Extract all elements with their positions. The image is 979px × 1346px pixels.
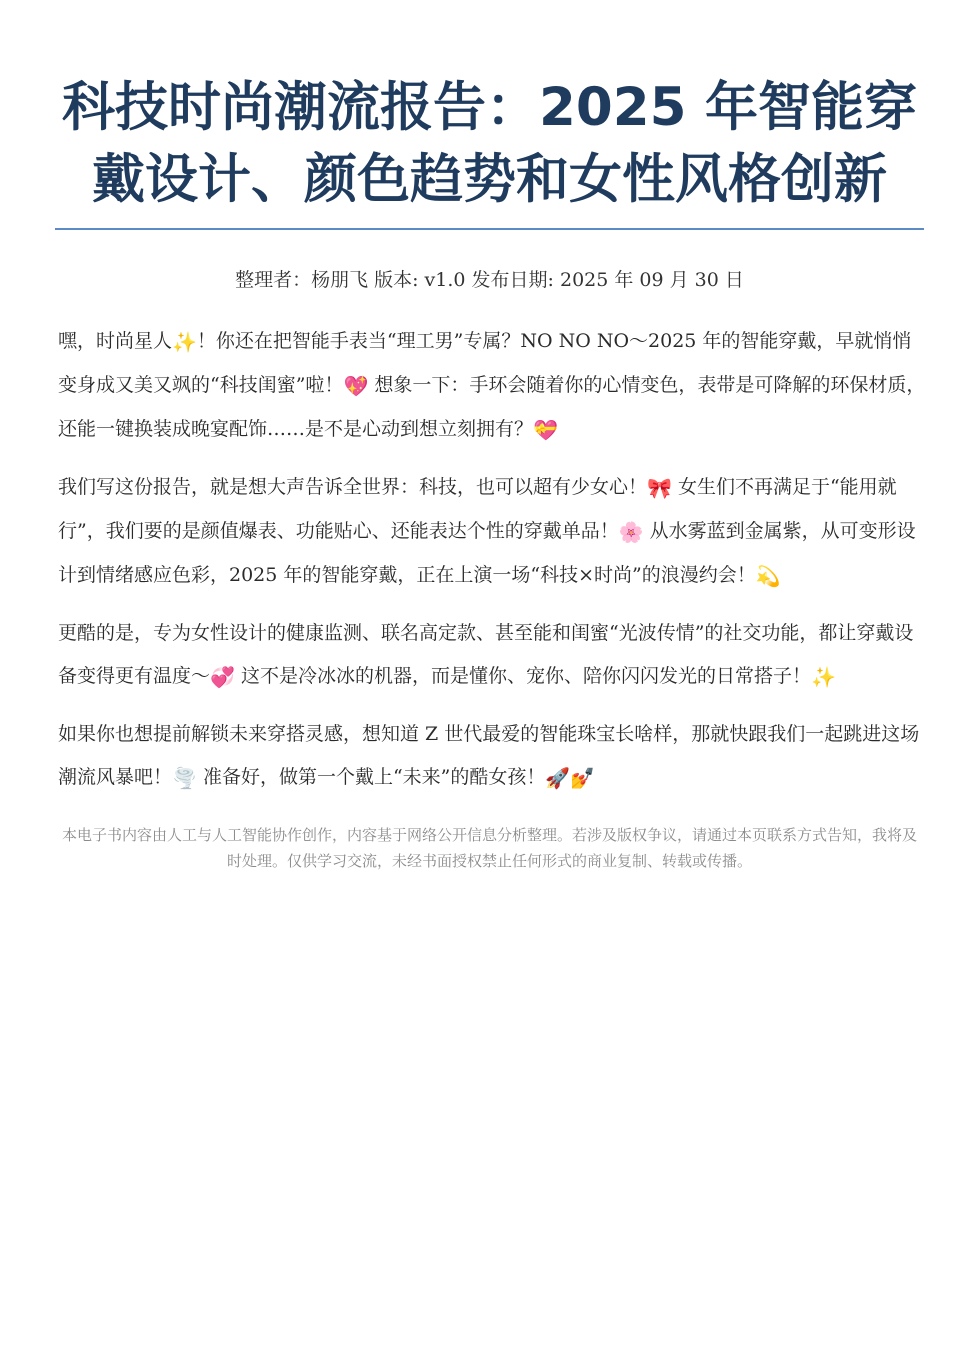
paragraph-text: 更酷的是，专为女性设计的健康监测、联名高定款、甚至能和闺蜜“光波传情”的社交功能，都让穿戴设备变得更有温度～	[58, 622, 914, 687]
cherry-blossom-icon: 🌸	[618, 520, 644, 544]
paragraph-text: 女生们不再满足于“能用就行”，我们要的是颜值爆表、功能贴心、还能表达个性的穿戴单品！	[58, 476, 897, 542]
paragraph-text: 我们写这份报告，就是想大声告诉全世界：科技，也可以超有少女心！	[58, 476, 648, 498]
paragraph-text: ！你还在把智能手表当“理工男”专属？NO NO NO～2025 年的智能穿戴，早就悄悄变身成又美又飒的“科技闺蜜”啦！	[58, 330, 912, 396]
tornado-icon: 🌪️	[172, 766, 197, 790]
sparkles-icon: ✨	[810, 665, 836, 689]
sparkling-heart-icon: 💖	[343, 374, 369, 398]
document-title: 科技时尚潮流报告：2025 年智能穿戴设计、颜色趋势和女性风格创新	[62, 77, 917, 210]
ribbon-bow-icon: 🎀	[647, 476, 672, 500]
paragraph-mission	[58, 466, 929, 598]
paragraph-text: 从水雾蓝到金属紫，从可变形设计到情绪感应色彩，2025 年的智能穿戴，正在上演一场“科技×时尚”的浪漫约会！	[58, 520, 916, 586]
sparkles-icon: ✨	[172, 330, 197, 354]
heart-ribbon-icon: 💝	[533, 418, 558, 442]
paragraph-text: 想象一下：手环会随着你的心情变色，表带是可降解的环保材质，还能一键换装成晚宴配饰……是不是心动到想立刻拥有？	[58, 374, 926, 440]
dizzy-star-icon: 💫	[755, 564, 781, 588]
document-meta: 整理者：杨朋飞 版本: v1.0 发布日期: 2025 年 09 月 30 日	[235, 269, 744, 291]
paragraph-intro	[58, 320, 929, 452]
paragraph-text: 如果你也想提前解锁未来穿搭灵感，想知道 Z 世代最爱的智能珠宝长啥样，那就快跟我们一起跳进这场潮流风暴吧！	[58, 723, 920, 788]
paragraph-text: 嘿，时尚星人	[58, 330, 173, 352]
pencil-icon: 💅	[570, 766, 596, 790]
paragraph-invitation	[58, 713, 929, 800]
document-body	[0, 320, 979, 800]
revolving-hearts-icon: 💞	[210, 665, 235, 689]
copyright-notice: 本电子书内容由人工与人工智能协作创作，内容基于网络公开信息分析整理。若涉及版权争议，请通过本页联系方式告知，我将及时处理。仅供学习交流，未经书面授权禁止任何形式的商业复制、转载或传播。	[61, 826, 917, 870]
paragraph-text: 这不是冷冰冰的机器，而是懂你、宠你、陪你闪闪发光的日常搭子！	[234, 665, 811, 687]
paragraph-text: 准备好，做第一个戴上“未来”的酷女孩！	[196, 766, 546, 788]
title-divider	[55, 228, 924, 230]
paragraph-features	[58, 612, 929, 699]
rocket-icon: 🚀	[545, 766, 571, 790]
